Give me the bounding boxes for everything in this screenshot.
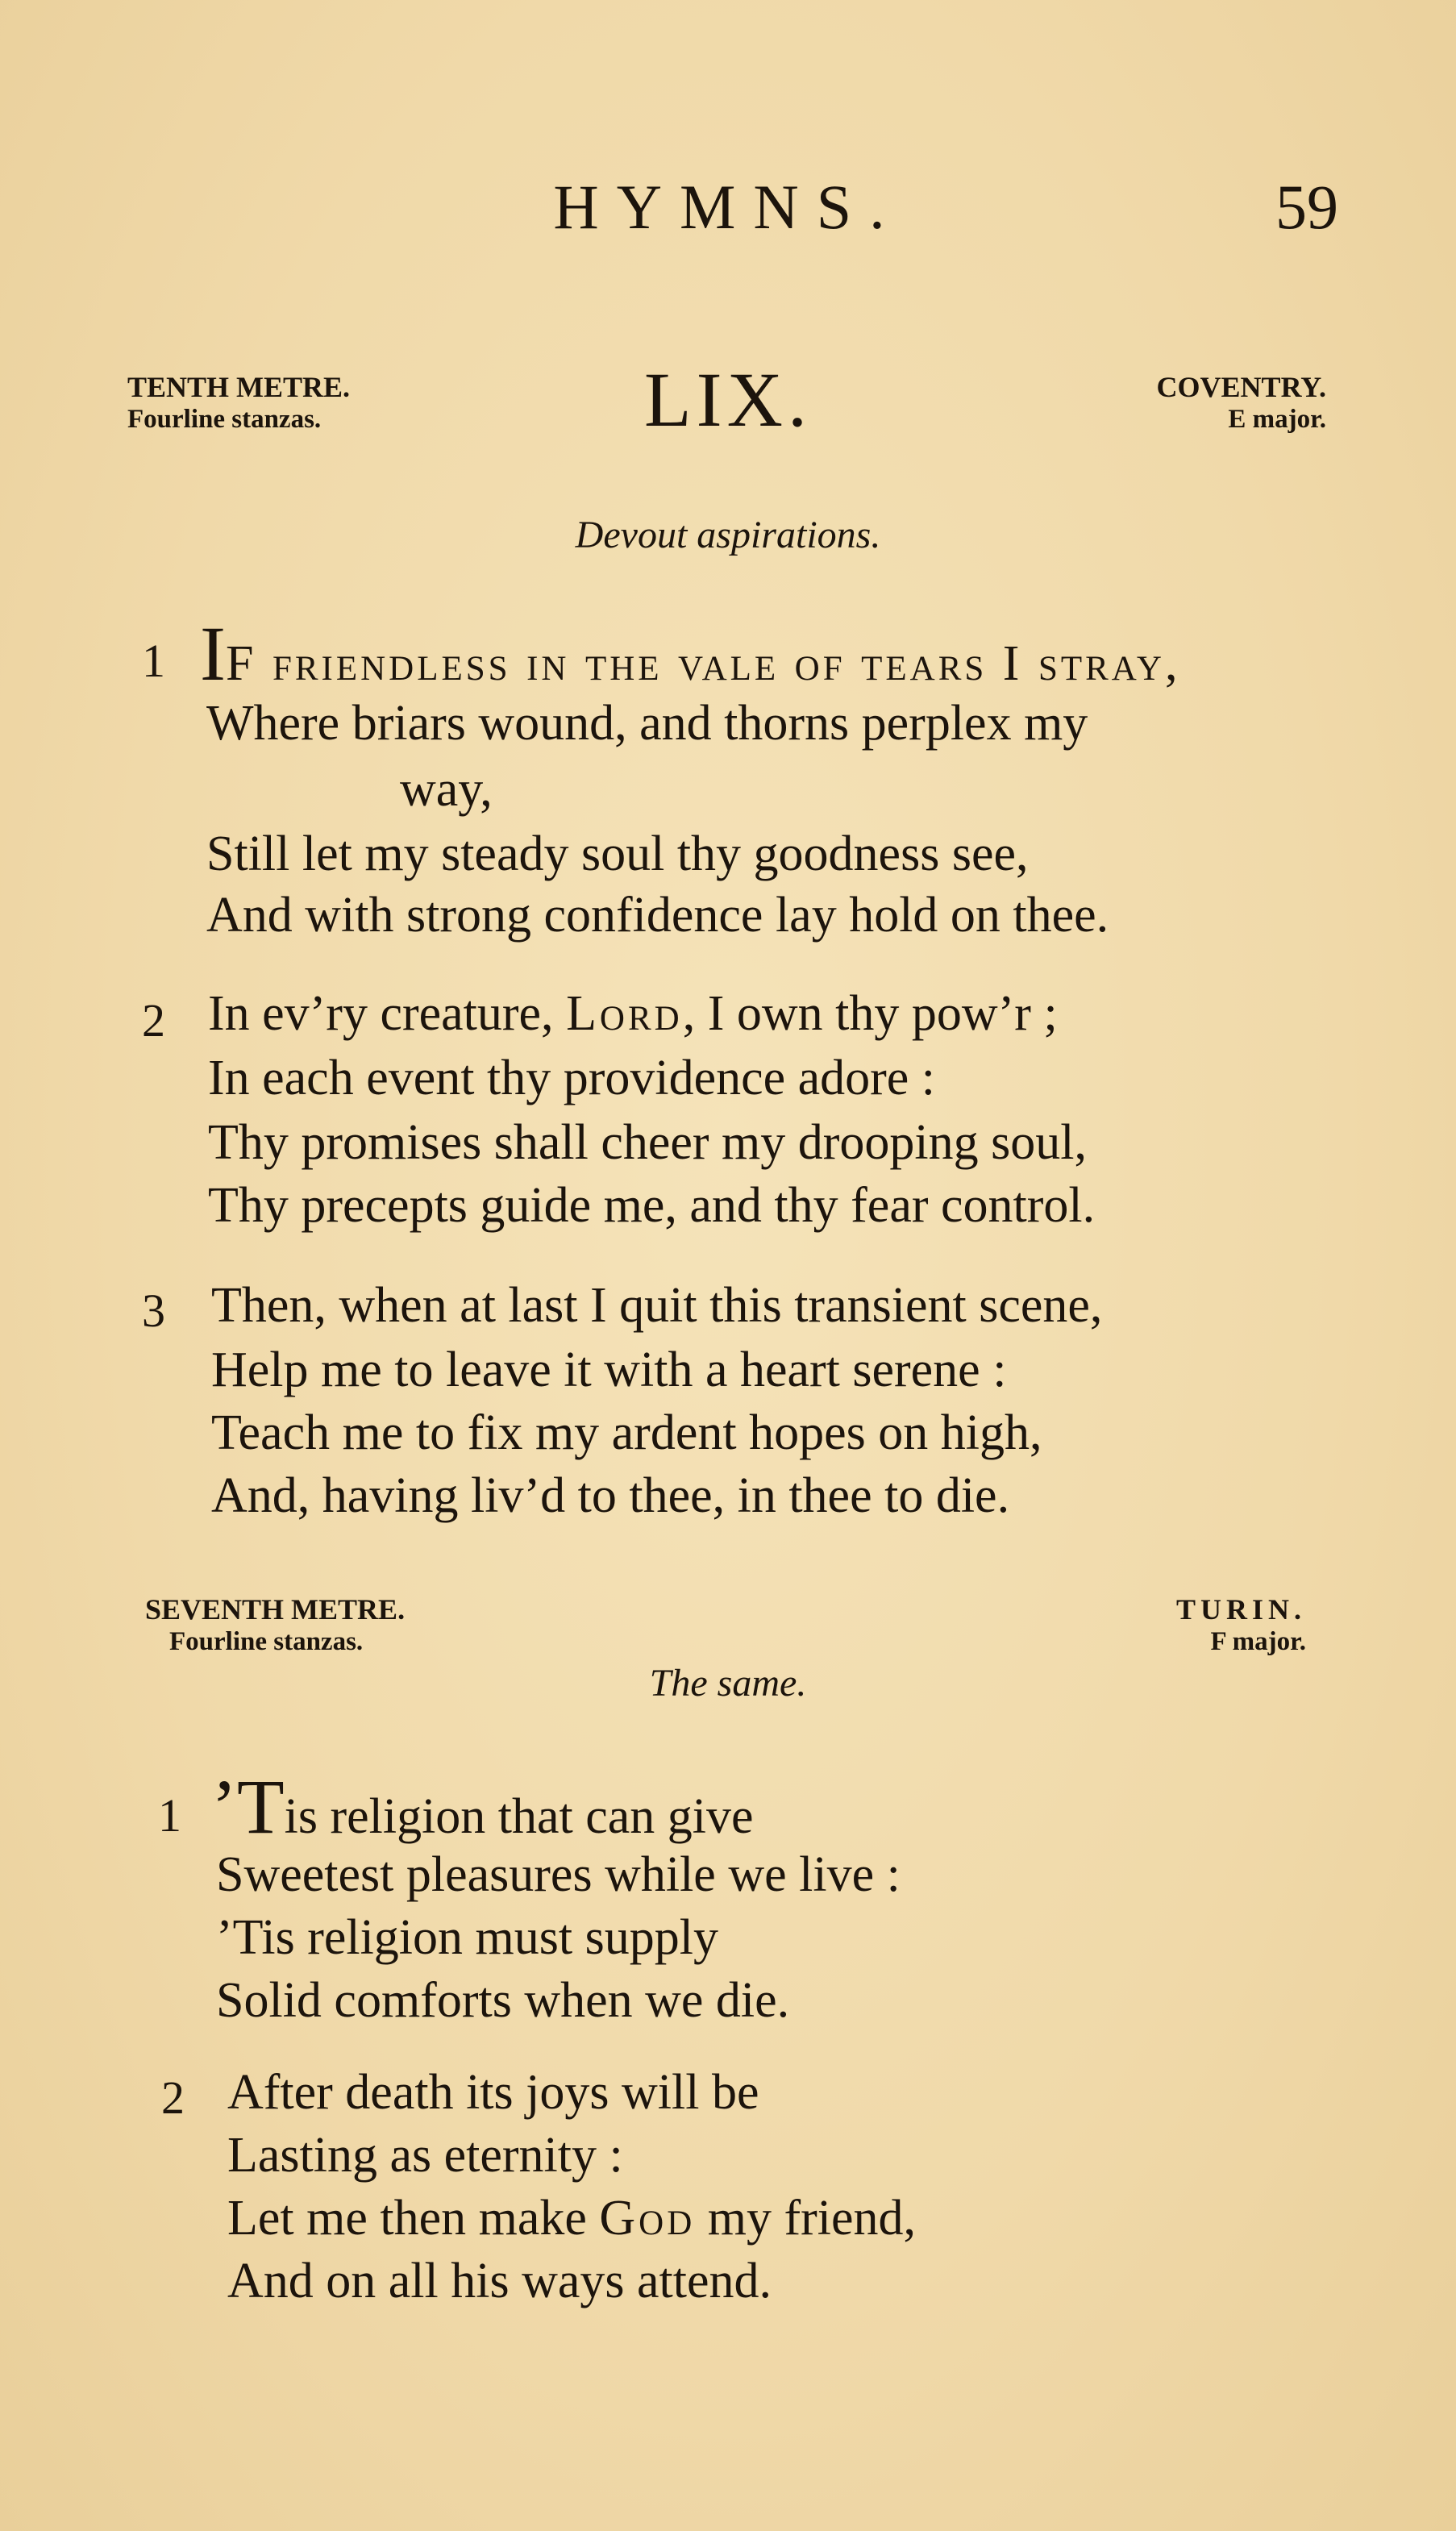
hymn1-number: LIX. bbox=[644, 356, 812, 443]
hymn2-title: The same. bbox=[649, 1662, 807, 1705]
hymn2-tune: TURIN. bbox=[1175, 1593, 1306, 1626]
hymn2-metre-block bbox=[145, 1593, 405, 1658]
verse-line: Help me to leave it with a heart serene : bbox=[211, 1343, 1007, 1397]
verse-line-text: Let me then make bbox=[227, 2191, 600, 2246]
verse-line: And, having liv’d to thee, in thee to die. bbox=[211, 1468, 1010, 1523]
page-number: 59 bbox=[1275, 172, 1338, 242]
verse-number: 3 bbox=[142, 1284, 165, 1337]
hymn1-tune: COVENTRY. bbox=[1156, 371, 1326, 403]
verse-line: Still let my steady soul thy goodness see, bbox=[206, 826, 1029, 881]
hymn1-title: Devout aspirations. bbox=[575, 514, 881, 556]
verse-line: Thy promises shall cheer my drooping soul, bbox=[208, 1115, 1087, 1170]
verse-line-text: is religion that can give bbox=[284, 1789, 754, 1844]
verse-line: In each event thy providence adore : bbox=[208, 1051, 936, 1105]
verse-line bbox=[208, 985, 1058, 1043]
verse-number: 2 bbox=[142, 994, 165, 1047]
verse-line: Sweetest pleasures while we live : bbox=[216, 1847, 901, 1902]
verse-line: And on all his ways attend. bbox=[227, 2254, 772, 2308]
verse-line-text: , I own thy pow’r ; bbox=[682, 986, 1058, 1041]
hymn1-tune-block bbox=[1117, 371, 1326, 435]
hymn2-metre: SEVENTH METRE. bbox=[145, 1593, 406, 1626]
hymn2-key: F major. bbox=[1210, 1627, 1306, 1656]
drop-initial: I bbox=[200, 610, 226, 697]
verse-line: Thy precepts guide me, and thy fear control. bbox=[208, 1178, 1096, 1233]
hymn1-metre: TENTH METRE. bbox=[127, 371, 351, 403]
verse-line: Solid comforts when we die. bbox=[216, 1973, 790, 2028]
verse-line-text: In ev’ry creature, bbox=[208, 986, 567, 1041]
verse-line: Then, when at last I quit this transient scene, bbox=[211, 1278, 1103, 1333]
verse-line: ’Tis religion must supply bbox=[216, 1910, 718, 1965]
verse-line-text: F friendless in the vale of tears I stray, bbox=[225, 636, 1181, 691]
verse-line: Teach me to fix my ardent hopes on high, bbox=[211, 1405, 1042, 1460]
verse-line bbox=[227, 2190, 916, 2247]
hymn2-tune-block bbox=[1145, 1593, 1306, 1658]
verse-line-text: my friend, bbox=[695, 2191, 917, 2246]
verse-number: 1 bbox=[142, 635, 165, 687]
verse-number: 2 bbox=[161, 2071, 185, 2124]
drop-initial: ’T bbox=[211, 1763, 285, 1850]
hymn2-stanza-form: Fourline stanzas. bbox=[169, 1627, 364, 1656]
verse-line: And with strong confidence lay hold on thee. bbox=[206, 888, 1109, 943]
verse-line: Where briars wound, and thorns perplex my bbox=[206, 696, 1088, 751]
verse-number: 1 bbox=[158, 1789, 181, 1842]
hymn1-key: E major. bbox=[1228, 405, 1326, 434]
verse-line bbox=[200, 610, 1181, 697]
hymn1-stanza-form: Fourline stanzas. bbox=[127, 405, 322, 434]
verse-line: Lasting as eternity : bbox=[227, 2128, 623, 2183]
running-head: HYMNS. bbox=[553, 172, 903, 242]
verse-line bbox=[211, 1763, 754, 1850]
divine-name: Lord bbox=[566, 986, 683, 1041]
verse-line: way, bbox=[400, 762, 493, 817]
verse-line: After death its joys will be bbox=[227, 2065, 759, 2120]
divine-name: God bbox=[599, 2191, 696, 2246]
